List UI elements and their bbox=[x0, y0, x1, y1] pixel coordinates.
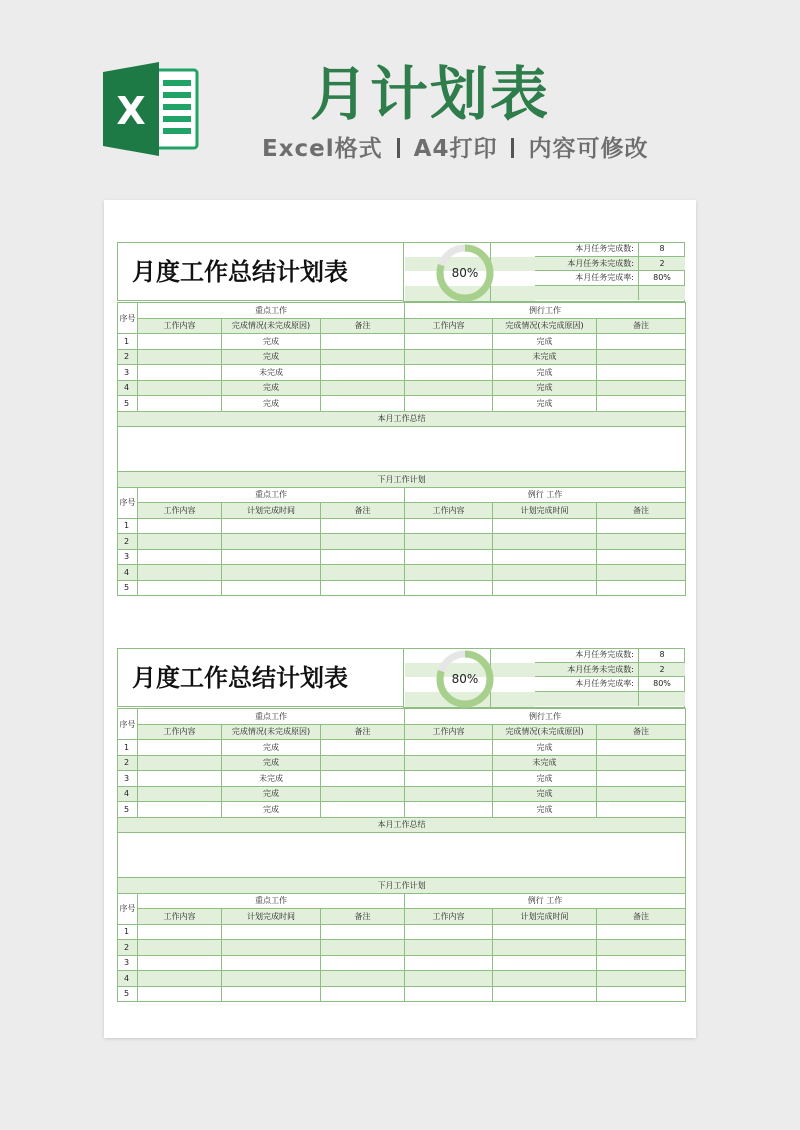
seq-cell: 1 bbox=[118, 924, 138, 940]
key-work-header: 重点工作 bbox=[138, 709, 405, 725]
plan-cell[interactable] bbox=[138, 534, 222, 550]
key-status-cell[interactable]: 完成 bbox=[222, 349, 321, 365]
progress-label: 80% bbox=[451, 266, 479, 280]
plan-cell[interactable] bbox=[597, 534, 686, 550]
stat-label: 本月任务完成率: bbox=[535, 677, 639, 691]
routine-work-header: 例行工作 bbox=[405, 709, 686, 725]
seq-cell: 3 bbox=[118, 955, 138, 971]
subtitle-editable: 内容可修改 bbox=[528, 136, 649, 162]
plan-cell[interactable] bbox=[493, 580, 597, 596]
plan-cell[interactable] bbox=[222, 518, 321, 534]
work-content-cell[interactable] bbox=[405, 740, 493, 756]
plan-cell[interactable] bbox=[597, 955, 686, 971]
subtitle bbox=[262, 130, 682, 163]
summary-header-row bbox=[118, 411, 686, 427]
note-cell[interactable] bbox=[321, 380, 405, 396]
stat-row bbox=[535, 257, 685, 272]
plan-cell[interactable] bbox=[597, 971, 686, 987]
routine-status-cell[interactable]: 完成 bbox=[493, 396, 597, 412]
work-content-cell[interactable] bbox=[138, 380, 222, 396]
summary-cell[interactable] bbox=[118, 833, 686, 878]
sheet-title: 月度工作总结计划表 bbox=[117, 648, 403, 707]
col-header: 备注 bbox=[321, 503, 405, 519]
col-header: 工作内容 bbox=[405, 724, 493, 740]
stat-label: 本月任务完成率: bbox=[535, 271, 639, 285]
plan-cell[interactable] bbox=[222, 955, 321, 971]
plan-cell[interactable] bbox=[493, 549, 597, 565]
seq-header: 序号 bbox=[118, 303, 138, 334]
key-status-cell[interactable]: 未完成 bbox=[222, 365, 321, 381]
stat-value[interactable]: 8 bbox=[659, 244, 665, 253]
seq-cell: 1 bbox=[118, 334, 138, 350]
work-content-cell[interactable] bbox=[138, 802, 222, 818]
col-header: 完成情况(未完成原因) bbox=[493, 318, 597, 334]
plan-cell[interactable] bbox=[597, 565, 686, 581]
plan-cell[interactable] bbox=[405, 940, 493, 956]
plan-cell[interactable] bbox=[138, 565, 222, 581]
plan-header-row bbox=[118, 878, 686, 894]
work-content-cell[interactable] bbox=[405, 786, 493, 802]
work-content-cell[interactable] bbox=[405, 365, 493, 381]
plan-header-row bbox=[118, 472, 686, 488]
plan-cell[interactable] bbox=[405, 580, 493, 596]
seq-cell: 3 bbox=[118, 771, 138, 787]
seq-cell: 5 bbox=[118, 580, 138, 596]
note-cell[interactable] bbox=[597, 802, 686, 818]
routine-work-header: 例行 工作 bbox=[405, 893, 686, 909]
table-row bbox=[118, 740, 686, 756]
work-content-cell[interactable] bbox=[138, 755, 222, 771]
plan-cell[interactable] bbox=[405, 549, 493, 565]
col-header: 备注 bbox=[321, 724, 405, 740]
note-cell[interactable] bbox=[321, 802, 405, 818]
col-header: 备注 bbox=[597, 724, 686, 740]
col-header: 备注 bbox=[321, 909, 405, 925]
plan-cell[interactable] bbox=[138, 549, 222, 565]
plan-cell[interactable] bbox=[493, 534, 597, 550]
col-header: 备注 bbox=[597, 909, 686, 925]
table-row bbox=[118, 334, 686, 350]
plan-cell[interactable] bbox=[138, 971, 222, 987]
seq-cell: 3 bbox=[118, 549, 138, 565]
col-header: 工作内容 bbox=[405, 909, 493, 925]
note-cell[interactable] bbox=[321, 349, 405, 365]
seq-cell: 3 bbox=[118, 365, 138, 381]
table-row bbox=[118, 534, 686, 550]
key-work-header: 重点工作 bbox=[138, 893, 405, 909]
table-row bbox=[118, 518, 686, 534]
work-content-cell[interactable] bbox=[405, 334, 493, 350]
sheet-title: 月度工作总结计划表 bbox=[117, 242, 403, 301]
plan-header: 下月工作计划 bbox=[118, 472, 686, 488]
table-row bbox=[118, 971, 686, 987]
note-cell[interactable] bbox=[597, 755, 686, 771]
col-header: 计划完成时间 bbox=[222, 909, 321, 925]
plan-cell[interactable] bbox=[321, 955, 405, 971]
seq-cell: 4 bbox=[118, 380, 138, 396]
plan-cell[interactable] bbox=[597, 924, 686, 940]
col-header: 计划完成时间 bbox=[493, 909, 597, 925]
column-header-row bbox=[118, 318, 686, 334]
seq-cell: 2 bbox=[118, 534, 138, 550]
note-cell[interactable] bbox=[597, 740, 686, 756]
stat-value[interactable]: 2 bbox=[659, 258, 665, 268]
plan-cell[interactable] bbox=[493, 955, 597, 971]
stat-label: 本月任务完成数: bbox=[535, 242, 639, 256]
note-cell[interactable] bbox=[597, 396, 686, 412]
table-row bbox=[118, 786, 686, 802]
work-content-cell[interactable] bbox=[405, 396, 493, 412]
table-row bbox=[118, 940, 686, 956]
plan-cell[interactable] bbox=[138, 580, 222, 596]
plan-sheet bbox=[117, 242, 685, 596]
key-status-cell[interactable]: 完成 bbox=[222, 802, 321, 818]
col-header: 工作内容 bbox=[405, 318, 493, 334]
seq-cell: 5 bbox=[118, 986, 138, 1002]
routine-work-header: 例行工作 bbox=[405, 303, 686, 319]
work-content-cell[interactable] bbox=[138, 396, 222, 412]
work-content-cell[interactable] bbox=[138, 786, 222, 802]
plan-cell[interactable] bbox=[138, 940, 222, 956]
plan-cell[interactable] bbox=[321, 580, 405, 596]
summary-header-row bbox=[118, 817, 686, 833]
table-row bbox=[118, 365, 686, 381]
header bbox=[0, 0, 800, 200]
note-cell[interactable] bbox=[597, 380, 686, 396]
table-row bbox=[118, 349, 686, 365]
table-row bbox=[118, 924, 686, 940]
section-header-row bbox=[118, 893, 686, 909]
table-row bbox=[118, 955, 686, 971]
col-header: 工作内容 bbox=[138, 503, 222, 519]
plan-cell[interactable] bbox=[321, 565, 405, 581]
col-header: 备注 bbox=[597, 503, 686, 519]
summary-row bbox=[118, 427, 686, 472]
stat-row bbox=[535, 286, 685, 301]
table-row bbox=[118, 380, 686, 396]
plan-cell[interactable] bbox=[493, 971, 597, 987]
col-header: 备注 bbox=[597, 318, 686, 334]
table-row bbox=[118, 580, 686, 596]
section-header-row bbox=[118, 303, 686, 319]
work-content-cell[interactable] bbox=[405, 802, 493, 818]
document-page bbox=[104, 200, 696, 1038]
routine-status-cell[interactable]: 完成 bbox=[493, 365, 597, 381]
note-cell[interactable] bbox=[597, 334, 686, 350]
plan-cell[interactable] bbox=[493, 924, 597, 940]
progress-label: 80% bbox=[451, 672, 479, 686]
plan-cell[interactable] bbox=[405, 924, 493, 940]
table-row bbox=[118, 755, 686, 771]
seq-cell: 5 bbox=[118, 396, 138, 412]
col-header: 完成情况(未完成原因) bbox=[222, 724, 321, 740]
note-cell[interactable] bbox=[597, 771, 686, 787]
work-content-cell[interactable] bbox=[138, 334, 222, 350]
stat-label: 本月任务未完成数: bbox=[535, 257, 639, 271]
note-cell[interactable] bbox=[321, 771, 405, 787]
stat-value[interactable]: 80% bbox=[653, 679, 671, 688]
key-status-cell[interactable]: 完成 bbox=[222, 740, 321, 756]
seq-header: 序号 bbox=[118, 709, 138, 740]
sheet-header bbox=[117, 648, 685, 708]
svg-text:X: X bbox=[116, 89, 146, 133]
routine-status-cell[interactable]: 完成 bbox=[493, 771, 597, 787]
plan-cell[interactable] bbox=[321, 940, 405, 956]
plan-cell[interactable] bbox=[493, 986, 597, 1002]
subtitle-print: A4打印 bbox=[413, 136, 498, 162]
stat-label bbox=[535, 286, 639, 301]
section-header-row bbox=[118, 487, 686, 503]
plan-cell[interactable] bbox=[493, 940, 597, 956]
plan-cell[interactable] bbox=[222, 534, 321, 550]
progress-cell bbox=[403, 242, 491, 302]
stat-row bbox=[535, 648, 685, 663]
plan-cell[interactable] bbox=[321, 971, 405, 987]
plan-cell[interactable] bbox=[222, 580, 321, 596]
seq-cell: 1 bbox=[118, 740, 138, 756]
plan-cell[interactable] bbox=[405, 971, 493, 987]
key-work-header: 重点工作 bbox=[138, 303, 405, 319]
note-cell[interactable] bbox=[597, 365, 686, 381]
summary-header: 本月工作总结 bbox=[118, 817, 686, 833]
routine-status-cell[interactable]: 完成 bbox=[493, 802, 597, 818]
routine-work-header: 例行 工作 bbox=[405, 487, 686, 503]
stat-row bbox=[535, 692, 685, 707]
stat-label: 本月任务未完成数: bbox=[535, 663, 639, 677]
plan-cell[interactable] bbox=[597, 580, 686, 596]
work-content-cell[interactable] bbox=[405, 755, 493, 771]
progress-cell bbox=[403, 648, 491, 708]
key-status-cell[interactable]: 未完成 bbox=[222, 771, 321, 787]
col-header: 备注 bbox=[321, 318, 405, 334]
routine-status-cell[interactable]: 完成 bbox=[493, 380, 597, 396]
seq-cell: 4 bbox=[118, 971, 138, 987]
plan-cell[interactable] bbox=[222, 924, 321, 940]
stat-value[interactable]: 2 bbox=[659, 664, 665, 674]
note-cell[interactable] bbox=[321, 755, 405, 771]
plan-cell[interactable] bbox=[405, 518, 493, 534]
plan-cell[interactable] bbox=[597, 986, 686, 1002]
stat-value[interactable]: 80% bbox=[653, 273, 671, 282]
current-month-table bbox=[117, 708, 686, 1002]
note-cell[interactable] bbox=[321, 396, 405, 412]
column-header-row bbox=[118, 724, 686, 740]
seq-cell: 5 bbox=[118, 802, 138, 818]
note-cell[interactable] bbox=[321, 334, 405, 350]
table-row bbox=[118, 802, 686, 818]
col-header: 完成情况(未完成原因) bbox=[222, 318, 321, 334]
key-status-cell[interactable]: 完成 bbox=[222, 380, 321, 396]
plan-cell[interactable] bbox=[321, 549, 405, 565]
routine-status-cell[interactable]: 完成 bbox=[493, 740, 597, 756]
plan-cell[interactable] bbox=[405, 534, 493, 550]
seq-cell: 2 bbox=[118, 940, 138, 956]
work-content-cell[interactable] bbox=[138, 349, 222, 365]
col-header: 工作内容 bbox=[138, 909, 222, 925]
plan-cell[interactable] bbox=[222, 549, 321, 565]
plan-cell[interactable] bbox=[138, 955, 222, 971]
plan-cell[interactable] bbox=[222, 986, 321, 1002]
excel-logo-icon bbox=[103, 62, 203, 156]
plan-cell[interactable] bbox=[222, 940, 321, 956]
plan-cell[interactable] bbox=[493, 518, 597, 534]
plan-cell[interactable] bbox=[597, 549, 686, 565]
work-content-cell[interactable] bbox=[138, 771, 222, 787]
seq-cell: 4 bbox=[118, 565, 138, 581]
section-header-row bbox=[118, 709, 686, 725]
seq-cell: 4 bbox=[118, 786, 138, 802]
seq-header: 序号 bbox=[118, 487, 138, 518]
plan-cell[interactable] bbox=[321, 986, 405, 1002]
summary-row bbox=[118, 833, 686, 878]
table-row bbox=[118, 565, 686, 581]
plan-cell[interactable] bbox=[321, 924, 405, 940]
routine-status-cell[interactable]: 完成 bbox=[493, 334, 597, 350]
key-status-cell[interactable]: 完成 bbox=[222, 396, 321, 412]
table-row bbox=[118, 986, 686, 1002]
column-header-row bbox=[118, 909, 686, 925]
key-status-cell[interactable]: 完成 bbox=[222, 334, 321, 350]
page-title: 月计划表 bbox=[309, 60, 550, 128]
col-header: 工作内容 bbox=[138, 318, 222, 334]
summary-header: 本月工作总结 bbox=[118, 411, 686, 427]
plan-cell[interactable] bbox=[597, 518, 686, 534]
plan-cell[interactable] bbox=[597, 940, 686, 956]
routine-status-cell[interactable]: 完成 bbox=[493, 786, 597, 802]
note-cell[interactable] bbox=[321, 365, 405, 381]
stat-row bbox=[535, 242, 685, 257]
stat-label bbox=[535, 692, 639, 707]
plan-header: 下月工作计划 bbox=[118, 878, 686, 894]
sheet-header bbox=[117, 242, 685, 302]
plan-cell[interactable] bbox=[138, 924, 222, 940]
col-header: 工作内容 bbox=[405, 503, 493, 519]
separator bbox=[511, 138, 514, 158]
work-content-cell[interactable] bbox=[138, 365, 222, 381]
plan-cell[interactable] bbox=[222, 971, 321, 987]
col-header: 计划完成时间 bbox=[222, 503, 321, 519]
stat-row bbox=[535, 663, 685, 678]
column-header-row bbox=[118, 503, 686, 519]
plan-cell[interactable] bbox=[138, 518, 222, 534]
plan-cell[interactable] bbox=[405, 565, 493, 581]
key-status-cell[interactable]: 完成 bbox=[222, 786, 321, 802]
plan-cell[interactable] bbox=[405, 986, 493, 1002]
work-content-cell[interactable] bbox=[405, 771, 493, 787]
stat-value[interactable]: 8 bbox=[659, 650, 665, 659]
work-content-cell[interactable] bbox=[405, 380, 493, 396]
table-row bbox=[118, 549, 686, 565]
summary-cell[interactable] bbox=[118, 427, 686, 472]
plan-cell[interactable] bbox=[493, 565, 597, 581]
seq-cell: 1 bbox=[118, 518, 138, 534]
stats-panel bbox=[535, 242, 685, 300]
stat-value[interactable] bbox=[639, 692, 685, 707]
stat-value[interactable] bbox=[639, 286, 685, 301]
seq-header: 序号 bbox=[118, 893, 138, 924]
note-cell[interactable] bbox=[597, 786, 686, 802]
seq-cell: 2 bbox=[118, 755, 138, 771]
routine-status-cell[interactable]: 未完成 bbox=[493, 755, 597, 771]
plan-cell[interactable] bbox=[222, 565, 321, 581]
plan-cell[interactable] bbox=[138, 986, 222, 1002]
subtitle-format: Excel格式 bbox=[262, 136, 383, 162]
current-month-table bbox=[117, 302, 686, 596]
stats-panel bbox=[535, 648, 685, 706]
plan-cell[interactable] bbox=[405, 955, 493, 971]
separator bbox=[397, 138, 400, 158]
note-cell[interactable] bbox=[321, 740, 405, 756]
stat-label: 本月任务完成数: bbox=[535, 648, 639, 662]
routine-status-cell[interactable]: 未完成 bbox=[493, 349, 597, 365]
key-work-header: 重点工作 bbox=[138, 487, 405, 503]
plan-sheet bbox=[117, 648, 685, 1002]
key-status-cell[interactable]: 完成 bbox=[222, 755, 321, 771]
work-content-cell[interactable] bbox=[405, 349, 493, 365]
col-header: 完成情况(未完成原因) bbox=[493, 724, 597, 740]
col-header: 工作内容 bbox=[138, 724, 222, 740]
plan-cell[interactable] bbox=[321, 518, 405, 534]
col-header: 计划完成时间 bbox=[493, 503, 597, 519]
table-row bbox=[118, 771, 686, 787]
seq-cell: 2 bbox=[118, 349, 138, 365]
table-row bbox=[118, 396, 686, 412]
note-cell[interactable] bbox=[597, 349, 686, 365]
stat-row bbox=[535, 677, 685, 692]
plan-cell[interactable] bbox=[321, 534, 405, 550]
work-content-cell[interactable] bbox=[138, 740, 222, 756]
note-cell[interactable] bbox=[321, 786, 405, 802]
stat-row bbox=[535, 271, 685, 286]
